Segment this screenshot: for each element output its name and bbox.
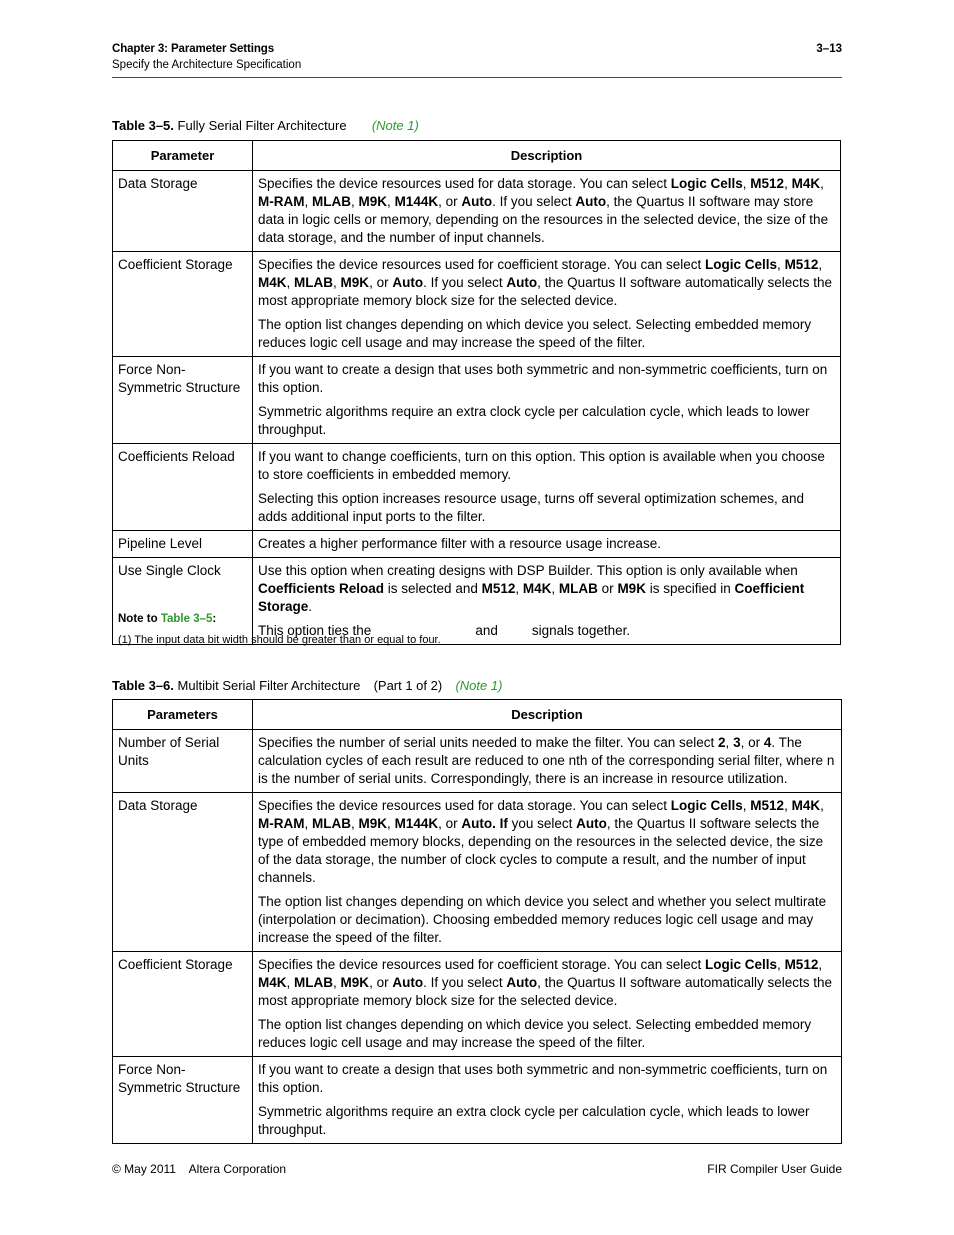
parameter-description: Creates a higher performance filter with a resource usage increase. [253,531,841,558]
table-3-5-label: Table 3–5. [112,118,174,133]
parameter-description: Specifies the device resources used for data storage. You can select Logic Cells, M512, M4K, M-RAM, MLAB, M9K, M144K, or Auto. If you select Auto, the Quartus II software may store data in logic cells or memory, depending on the resources in the selected device, the size of the data storage, and the number of input channels. [253,171,841,252]
table-3-6-part: (Part 1 of 2) [373,678,443,693]
footer-guide-title: FIR Compiler User Guide [707,1162,842,1176]
table-row [113,730,842,793]
parameter-description: Specifies the number of serial units needed to make the filter. You can select 2, 3, or 4. The calculation cycles of each result are reduced to one nth of the corresponding serial filter, where n is the number of serial units. Correspondingly, there is an increase in resource utilization. [253,730,842,793]
table-row [113,952,842,1057]
parameter-name: Number of Serial Units [113,730,253,793]
table-row [113,444,841,531]
parameter-name: Coefficient Storage [113,952,253,1057]
table-row [113,558,841,645]
table-3-5-title: Fully Serial Filter Architecture [177,118,347,133]
parameter-name: Coefficients Reload [113,444,253,531]
table-3-5 [112,140,841,645]
table-row [113,357,841,444]
table-3-6-title: Multibit Serial Filter Architecture [177,678,361,693]
column-header-description: Description [253,141,841,171]
table-3-6 [112,699,842,1144]
parameter-description: Specifies the device resources used for coefficient storage. You can select Logic Cells, M512, M4K, MLAB, M9K, or Auto. If you select Auto, the Quartus II software automatically selects the most appropriate memory block size for the selected device. The option list changes depending on which device you select. Selecting embedded memory reduces logic cell usage and may increase the speed of the filter. [253,252,841,357]
table-row [113,171,841,252]
column-header-parameter: Parameter [113,141,253,171]
table-3-6-caption [112,678,502,693]
parameter-name: Force Non-Symmetric Structure [113,357,253,444]
parameter-description: Specifies the device resources used for coefficient storage. You can select Logic Cells, M512, M4K, MLAB, M9K, or Auto. If you select Auto, the Quartus II software automatically selects the most appropriate memory block size for the selected device. The option list changes depending on which device you select. Selecting embedded memory reduces logic cell usage and may increase the speed of the filter. [253,952,842,1057]
chapter-title: Chapter 3: Parameter Settings [112,43,274,55]
parameter-description: If you want to change coefficients, turn on this option. This option is available when you choose to store coefficients in embedded memory. Selecting this option increases resource usage, turns off several optimization schemes, and adds additional input ports to the filter. [253,444,841,531]
table-note-heading: Note to Table 3–5: [118,613,217,625]
table-header-row [113,141,841,171]
parameter-name: Force Non-Symmetric Structure [113,1057,253,1144]
parameter-name: Coefficient Storage [113,252,253,357]
parameter-name: Data Storage [113,171,253,252]
column-header-description: Description [253,700,842,730]
table-note-1: (1) The input data bit width should be greater than or equal to four. [118,634,441,646]
parameter-description: Use this option when creating designs with DSP Builder. This option is only available when Coefficients Reload is selected and M512, M4K, MLAB or M9K is specified in Coefficient Storage. This option ties the and signals together. [253,558,841,645]
table-row [113,531,841,558]
parameter-name: Pipeline Level [113,531,253,558]
table-row [113,252,841,357]
table-row [113,793,842,952]
table-3-5-reference-link[interactable]: Table 3–5 [160,613,213,625]
table-3-6-label: Table 3–6. [112,678,174,693]
column-header-parameters: Parameters [113,700,253,730]
section-title: Specify the Architecture Specification [112,59,302,71]
parameter-description: If you want to create a design that uses both symmetric and non-symmetric coefficients, turn on this option. Symmetric algorithms require an extra clock cycle per calculation cycle, which leads to lower throughput. [253,1057,842,1144]
table-row [113,1057,842,1144]
parameter-name: Data Storage [113,793,253,952]
table-3-5-note-link[interactable]: (Note 1) [371,118,419,133]
table-3-6-note-link[interactable]: (Note 1) [455,678,503,693]
page-number: 3–13 [816,43,842,55]
header-rule [112,77,842,78]
parameter-description: If you want to create a design that uses both symmetric and non-symmetric coefficients, turn on this option. Symmetric algorithms require an extra clock cycle per calculation cycle, which leads to lower throughput. [253,357,841,444]
parameter-name: Use Single Clock [113,558,253,645]
parameter-description: Specifies the device resources used for data storage. You can select Logic Cells, M512, M4K, M-RAM, MLAB, M9K, M144K, or Auto. If you select Auto, the Quartus II software selects the type of embedded memory blocks, depending on the resources in the selected device, the size of the data storage, the number of clock cycles to compute a result, and the number of input channels. The option list changes depending on which device you select and whether you select multirate (interpolation or decimation). Choosing embedded memory reduces logic cell usage and may increase the speed of the filter. [253,793,842,952]
table-3-5-caption [112,118,419,133]
footer-copyright: © May 2011 Altera Corporation [112,1162,287,1176]
table-header-row [113,700,842,730]
